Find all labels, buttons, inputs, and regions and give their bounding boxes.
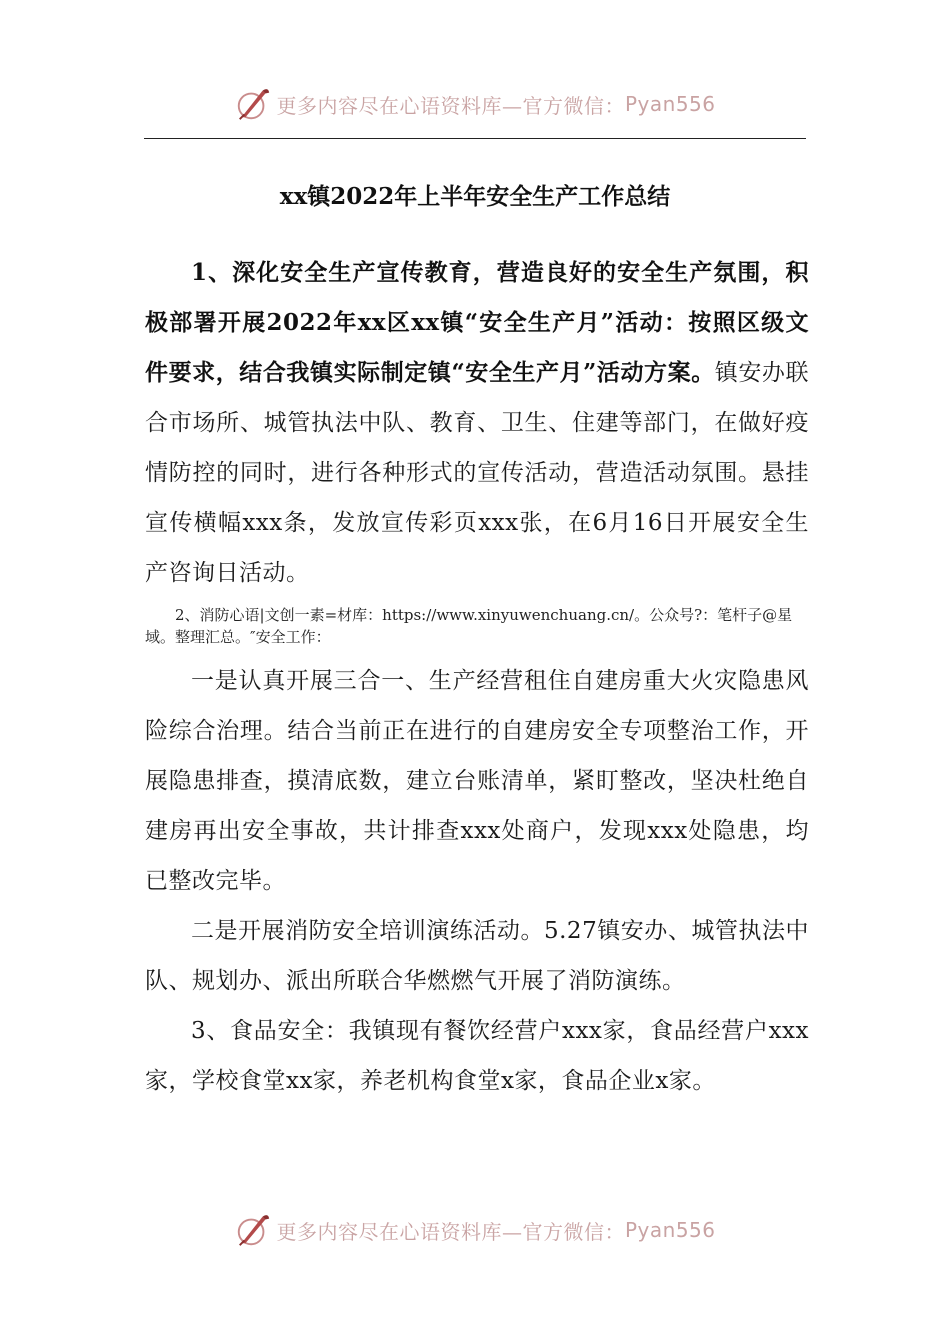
quill-logo-icon bbox=[234, 1211, 272, 1249]
paragraph-1-body: 镇安办联合市场所、城管执法中队、教育、卫生、住建等部门，在做好疫情防控的同时，进行各种形式的宣传活动，营造活动氛围。悬挂宣传横幅xxx条，发放宣传彩页xxx张，在6月16日开展安全生产咨询日活动。 bbox=[145, 360, 809, 586]
paragraph-1 bbox=[145, 248, 809, 598]
quill-logo-icon bbox=[234, 85, 272, 123]
paragraph-4: 二是开展消防安全培训演练活动。5.27镇安办、城管执法中队、规划办、派出所联合华燃燃气开展了消防演练。 bbox=[145, 918, 809, 994]
paragraph-2-source-note: 2、消防心语|文创一素=材库：https://www.xinyuwenchuang.cn/。公众号?：笔杆子@星域。整理汇总。″安全工作： bbox=[145, 606, 793, 646]
paragraph-3: 一是认真开展三合一、生产经营租住自建房重大火灾隐患风险综合治理。结合当前正在进行的自建房安全专项整治工作，开展隐患排查，摸清底数，建立台账清单，紧盯整改，坚决杜绝自建房再出安全事故，共计排查xxx处商户，发现xxx处隐患，均已整改完毕。 bbox=[145, 668, 809, 894]
watermark-wechat-id: Pyan556 bbox=[624, 92, 716, 116]
document-title: xx镇2022年上半年安全生产工作总结 bbox=[279, 183, 671, 210]
paragraph-5: 3、食品安全：我镇现有餐饮经营户xxx家，食品经营户xxx家，学校食堂xx家，养老机构食堂x家，食品企业x家。 bbox=[145, 1018, 809, 1094]
watermark-wechat-id: Pyan556 bbox=[624, 1218, 716, 1242]
footer-watermark bbox=[0, 1210, 950, 1250]
document-body bbox=[145, 248, 809, 1106]
paragraph-1-heading: 1、深化安全生产宣传教育，营造良好的安全生产氛围，积极部署开展2022年xx区xx镇“安全生产月”活动：按照区级文件要求，结合我镇实际制定镇“安全生产月”活动方案。 bbox=[145, 259, 809, 386]
header-watermark bbox=[0, 84, 950, 124]
header-divider bbox=[144, 138, 806, 139]
watermark-text: 更多内容尽在心语资料库—官方微信： bbox=[276, 93, 625, 118]
watermark-text: 更多内容尽在心语资料库—官方微信： bbox=[276, 1219, 625, 1244]
